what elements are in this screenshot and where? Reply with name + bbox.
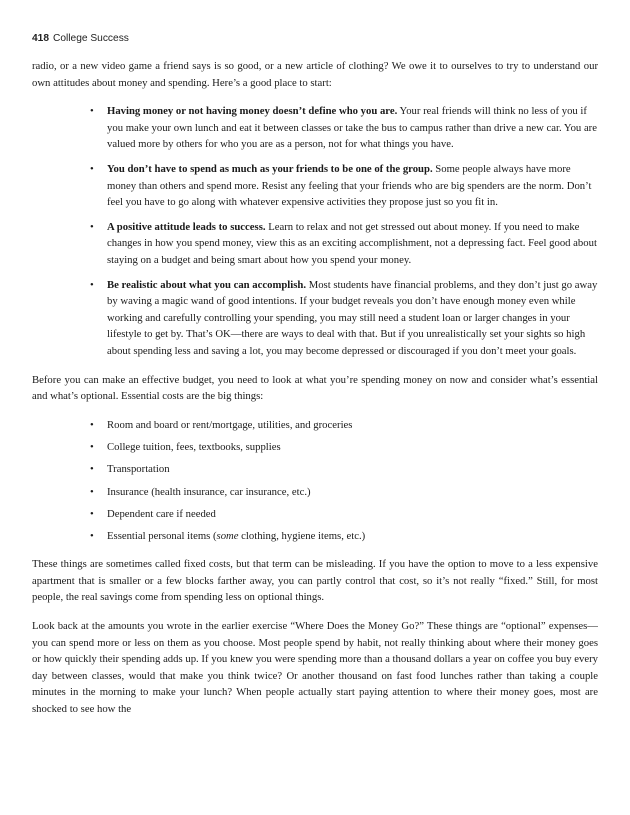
bullet-marker: • [90,220,94,233]
document-page [32,32,598,730]
emphasis-text: some [216,530,239,543]
essentials-paragraph: Before you can make an effective budget, you need to look at what you’re spending money on now and consider what’s essential and what’s optional. Essential costs are the big things: [32,373,598,403]
bullet-marker: • [90,463,94,476]
bullet-marker: • [90,530,94,543]
bullet-marker: • [90,440,94,453]
bullet-text: Learn to relax and not get stressed out about money. If you need to make changes in how you spend money, view this as an exciting accomplishment, not a depressing fact. Feel good about staying on a budget and being smart about how you spend your money. [107,220,597,266]
essential-cost-text: clothing, hygiene items, etc.) [238,530,366,543]
essential-cost-text: Room and board or rent/mortgage, utilities, and groceries [107,418,353,431]
bullet-heading: Be realistic about what you can accomplish. [107,278,307,291]
essential-cost-item [32,439,598,455]
book-title: College Success [53,33,129,44]
intro-paragraph: radio, or a new video game a friend says is so good, or a new article of clothing? We owe it to ourselves to try to understand our own attitudes about money and spending. Here’s a good place to start: [32,60,598,89]
essential-cost-item [32,528,598,544]
bullet-text: Some people always have more money than others and spend more. Resist any feeling that your friends who are big spenders are the norm. Don’t feel you have to go along with whatever expensive activities they propose just so you fit in. [107,162,592,209]
look-back-paragraph: Look back at the amounts you wrote in the earlier exercise “Where Does the Money Go?” These things are “optional” expenses—you can spend more or less on them as you choose. Most people spend by habit, not really thinking about where their money goes or how quickly their spending adds up. If you knew you were spending more than a thousand dollars a year on coffee you buy every day between classes, would that make you think twice? Or another thousand on fast food lunches rather than taking a couple minutes in the morning to make your lunch? When people actually start paying attention to where their money goes, most are shocked to see how the [32,619,598,715]
essential-cost-text: College tuition, fees, textbooks, supplies [107,440,281,453]
essential-cost-item [32,506,598,522]
fixed-costs-paragraph: These things are sometimes called fixed costs, but that term can be misleading. If you have the option to move to a less expensive apartment that is smaller or a few blocks farther away, you can partly control that cost, so it’s not really “fixed.” Still, for most people, the real savings come from spending less on optional things. [32,558,598,604]
bullet-text: Your real friends will think no less of you if you make your own lunch and eat it between classes or take the bus to campus rather than drive a new car. You are valued more by others for who you are as a person, not for what things you have. [107,105,597,151]
bullet-marker: • [90,162,94,175]
attitude-bullet [32,277,598,360]
bullet-text: Most students have financial problems, and they don’t just go away by waving a magic wand of good intentions. If your budget reveals you don’t have enough money even while working and carefully controlling your spending, you may still need a student loan or larger changes in your lifestyle to get by. That’s OK—there are ways to deal with that. But if you unrealistically set your sights so high about spending less and saving a lot, you may become depressed or discouraged if you don’t meet your goals. [107,278,598,357]
bullet-heading: A positive attitude leads to success. [107,220,266,233]
attitude-bullet [32,103,598,153]
bullet-heading: Having money or not having money doesn’t define who you are. [107,105,398,118]
essential-cost-item [32,484,598,500]
bullet-heading: You don’t have to spend as much as your friends to be one of the group. [107,162,433,175]
bullet-marker: • [90,105,94,118]
essential-cost-item [32,461,598,477]
attitude-bullet-list [32,103,598,359]
essential-cost-text: Insurance (health insurance, car insurance, etc.) [107,485,311,498]
page-number: 418 [32,33,49,44]
essential-cost-text: Essential personal items ( [107,530,217,543]
essential-cost-item [32,417,598,433]
attitude-bullet [32,219,598,269]
bullet-marker: • [90,507,94,520]
essential-cost-text: Transportation [107,463,170,476]
bullet-marker: • [90,418,94,431]
bullet-marker: • [90,485,94,498]
running-header [32,32,598,46]
bullet-marker: • [90,278,94,291]
essential-costs-list [32,417,598,544]
attitude-bullet [32,161,598,211]
essential-cost-text: Dependent care if needed [107,507,216,520]
